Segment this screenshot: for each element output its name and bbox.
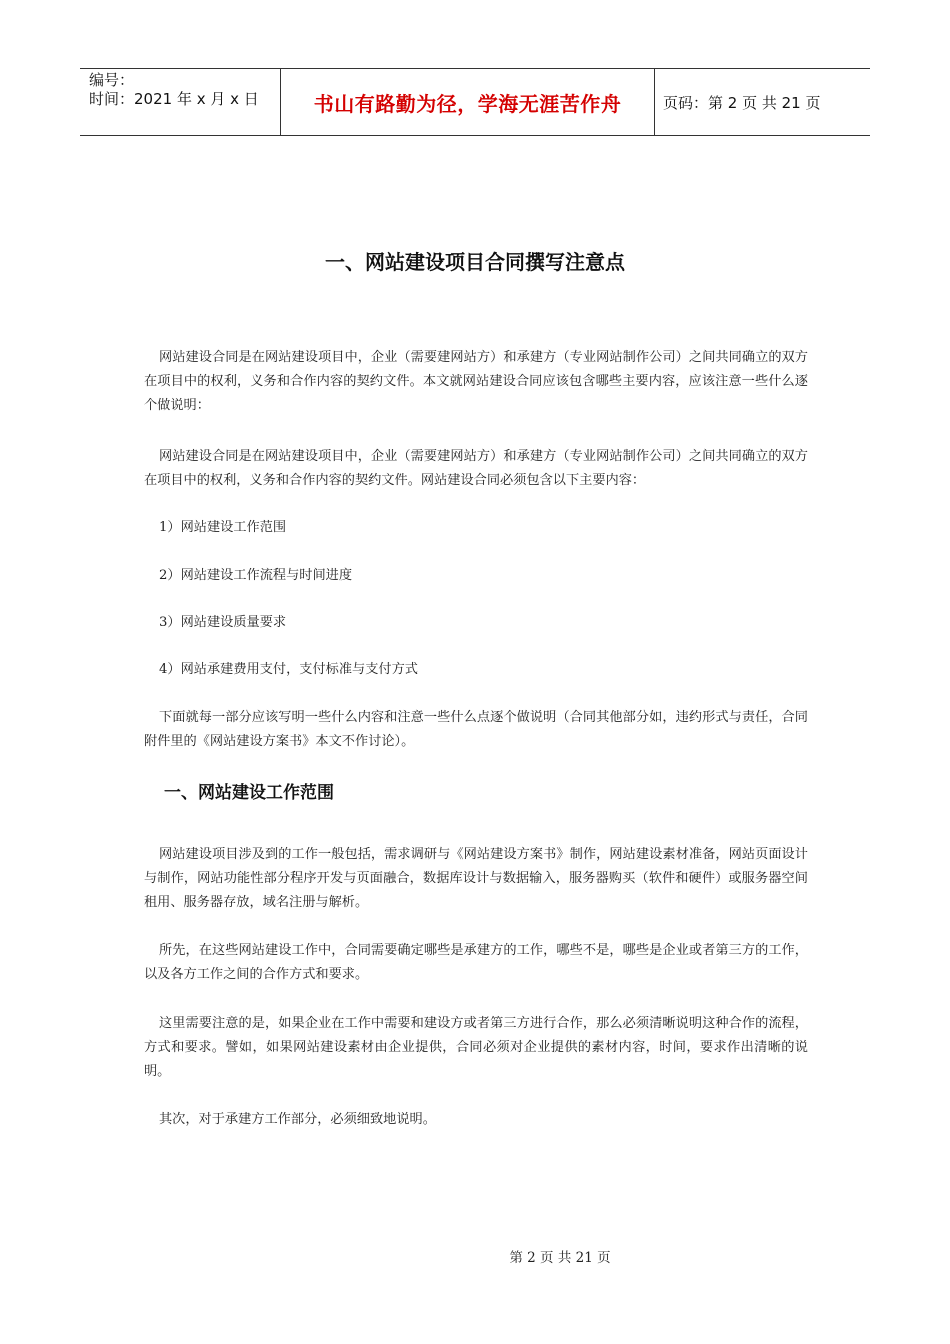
section-paragraph-4: 其次，对于承建方工作部分，必须细致地说明。: [159, 1112, 436, 1127]
list-item-1: 1）网站建设工作范围: [159, 520, 287, 535]
document-title: 一、网站建设项目合同撰写注意点: [325, 250, 625, 274]
intro-after-list: 下面就每一部分应该写明一些什么内容和注意一些什么点逐个做说明（合同其他部分如，违约形式与责任，合同附件里的《网站建设方案书》本文不作讨论）。: [144, 710, 808, 749]
list-item-2: 2）网站建设工作流程与时间进度: [159, 568, 353, 583]
page-footer: 第 2 页 共 21 页: [509, 1250, 611, 1266]
section-paragraph-2: 所先，在这些网站建设工作中，合同需要确定哪些是承建方的工作，哪些不是，哪些是企业或者第三方的工作，以及各方工作之间的合作方式和要求。: [144, 943, 808, 982]
list-item-4: 4）网站承建费用支付，支付标准与支付方式: [159, 662, 418, 677]
section-heading: 一、网站建设工作范围: [164, 783, 334, 803]
intro-paragraph-2: 网站建设合同是在网站建设项目中，企业（需要建网站方）和承建方（专业网站制作公司）之间共同确立的双方在项目中的权利，义务和合作内容的契约文件。网站建设合同必须包含以下主要内容：: [144, 449, 808, 488]
header-meta: [80, 69, 281, 135]
list-item-3: 3）网站建设质量要求: [159, 615, 287, 630]
intro-paragraph-1: 网站建设合同是在网站建设项目中，企业（需要建网站方）和承建方（专业网站制作公司）之间共同确立的双方在项目中的权利，义务和合作内容的契约文件。本文就网站建设合同应该包含哪些主要内容，应该注意一些什么逐个做说明：: [144, 350, 808, 413]
page-header: [80, 68, 870, 136]
document-number-label: 编号：: [89, 71, 135, 89]
document-time-label: 时间：2021 年 x 月 x 日: [89, 90, 259, 108]
section-paragraph-3: 这里需要注意的是，如果企业在工作中需要和建设方或者第三方进行合作，那么必须清晰说明这种合作的流程，方式和要求。譬如，如果网站建设素材由企业提供，合同必须对企业提供的素材内容，时间，要求作出清晰的说明。: [144, 1016, 808, 1079]
header-motto: 书山有路勤为径，学海无涯苦作舟: [281, 69, 655, 135]
header-page-info: 页码：第 2 页 共 21 页: [663, 93, 821, 112]
section-paragraph-1: 网站建设项目涉及到的工作一般包括，需求调研与《网站建设方案书》制作，网站建设素材准备，网站页面设计与制作，网站功能性部分程序开发与页面融合，数据库设计与数据输入，服务器购买（软件和硬件）或服务器空间租用、服务器存放，域名注册与解析。: [144, 847, 808, 910]
